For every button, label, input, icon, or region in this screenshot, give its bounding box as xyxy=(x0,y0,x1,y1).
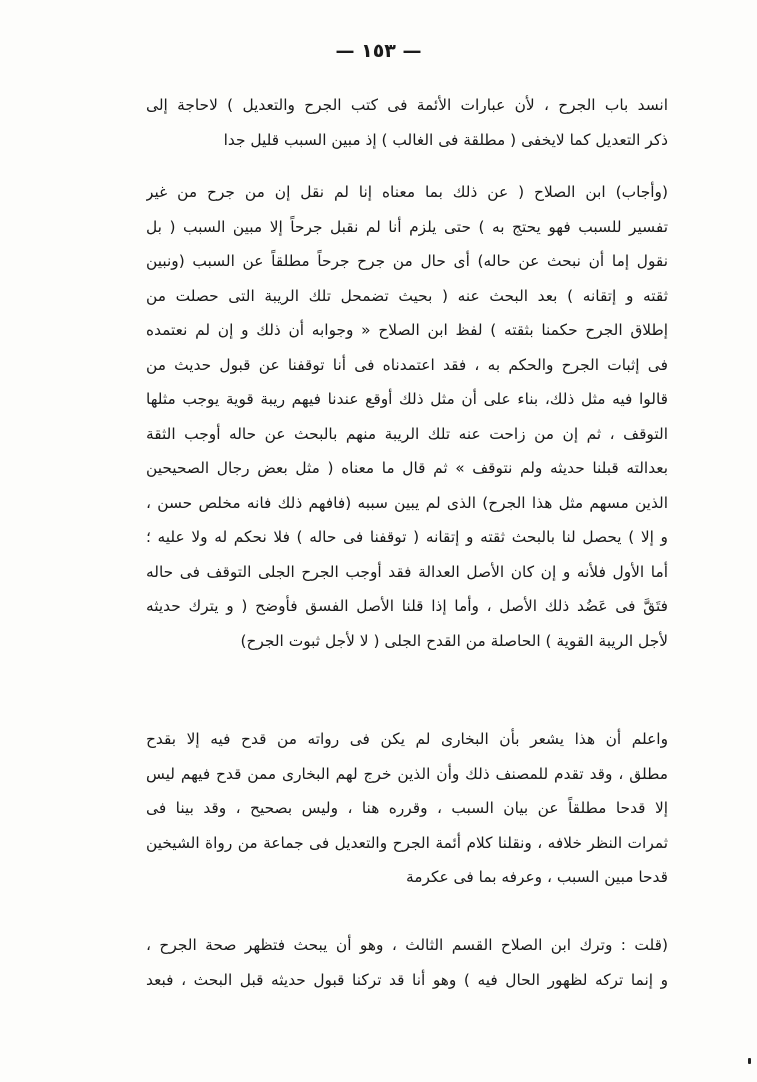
text-line: لأجل الريبة القوية ) الحاصلة من القدح الجلى ( لا لأجل ثبوت الجرح) xyxy=(240,631,668,650)
text-line: مطلق ، وقد تقدم للمصنف ذلك وأن الذين خرج لهم البخارى ممن قدح فيهم ليس xyxy=(146,764,668,783)
text-line: و إنما تركه لظهور الحال فيه ) وهو أنا قد تركنا قبول حديثه قبل البحث ، فبعد xyxy=(146,970,668,989)
paragraph-4 xyxy=(146,928,668,997)
scan-speck xyxy=(748,1058,751,1064)
text-line: إطلاق الجرح حكمنا بثقته ) لفظ ابن الصلاح « وجوابه أن ذلك و إن لم نعتمده xyxy=(146,321,668,339)
text-line: قالوا فيه مثل ذلك، بناء على أن مثل ذلك أوقع عندنا فيهم ريبة قوية يوجب مثلها xyxy=(146,390,668,408)
paragraph-3 xyxy=(146,722,668,895)
text-line: قدحا مبين السبب ، وعرفه بما فى عكرمة xyxy=(406,868,668,886)
text-line: ثمرات النظر خلافه ، ونقلنا كلام أئمة الجرح والتعديل فى جماعة من رواة الشيخين xyxy=(146,833,668,852)
text-line: إلا قدحا مطلقاً عن بيان السبب ، وقرره هنا ، وليس بصحيح ، وقد بينا فى xyxy=(146,799,668,817)
text-line: التوقف ، ثم إن من زاحت عنه تلك الريبة منهم بالبحث عن حاله أوجب الثقة xyxy=(146,424,668,443)
page-number: — ١٥٣ — xyxy=(335,40,422,62)
text-line: ذكر التعديل كما لايخفى ( مطلقة فى الغالب ) إذ مبين السبب قليل جدا xyxy=(223,130,668,149)
text-line: و إلا ) يحصل لنا بالبحث ثقته و إتقانه ( توقفنا فى حاله ) فلا نحكم له ولا عليه ؛ xyxy=(146,528,668,546)
text-line: ثقته و إتقانه ) بعد البحث عنه ( بحيث تضمحل تلك الريبة التى حصلت من xyxy=(146,286,668,305)
text-line: بعدالته قبلنا حديثه ولم نتوقف » ثم قال ما معناه ( مثل بعض رجال الصحيحين xyxy=(146,459,668,477)
text-line: (وأجاب) ابن الصلاح ( عن ذلك بما معناه إنا لم نقل إن من جرح من غير xyxy=(146,183,668,201)
text-line: فى إثبات الجرح والحكم به ، فقد اعتمدناه فى أنا توقفنا عن قبول حديث من xyxy=(146,355,668,374)
text-line: فتَقَّ فى عَضُد ذلك الأصل ، وأما إذا قلنا الأصل الفسق فأوضح ( و يترك حديثه xyxy=(146,597,668,615)
paragraph-1 xyxy=(146,88,668,157)
text-line: تفسير للسبب فهو يحتج به ) حتى يلزم أنا لم نقبل جرحاً إلا مبين السبب ( بل xyxy=(146,217,668,236)
text-line: نقول إما أن نبحث عن حاله) أى حال من جرح جرحاً مطلقاً عن السبب (ونبين xyxy=(146,252,668,270)
text-line: أما الأول فلأنه و إن كان الأصل العدالة فقد أوجب الجرح الجلى التوقف فى حاله xyxy=(146,562,668,581)
text-line: واعلم أن هذا يشعر بأن البخارى لم يكن فى رواته من قدح فيه إلا بقدح xyxy=(146,730,668,748)
text-line: (قلت : وترك ابن الصلاح القسم الثالث ، وهو أن يبحث فتظهر صحة الجرح ، xyxy=(146,936,668,954)
text-line: الذين مسهم مثل هذا الجرح) الذى لم يبين سببه (فافهم ذلك فانه مخلص حسن ، xyxy=(146,493,668,512)
paragraph-2 xyxy=(146,175,668,658)
text-line: انسد باب الجرح ، لأن عبارات الأئمة فى كتب الجرح والتعديل ) لاحاجة إلى xyxy=(146,96,668,114)
